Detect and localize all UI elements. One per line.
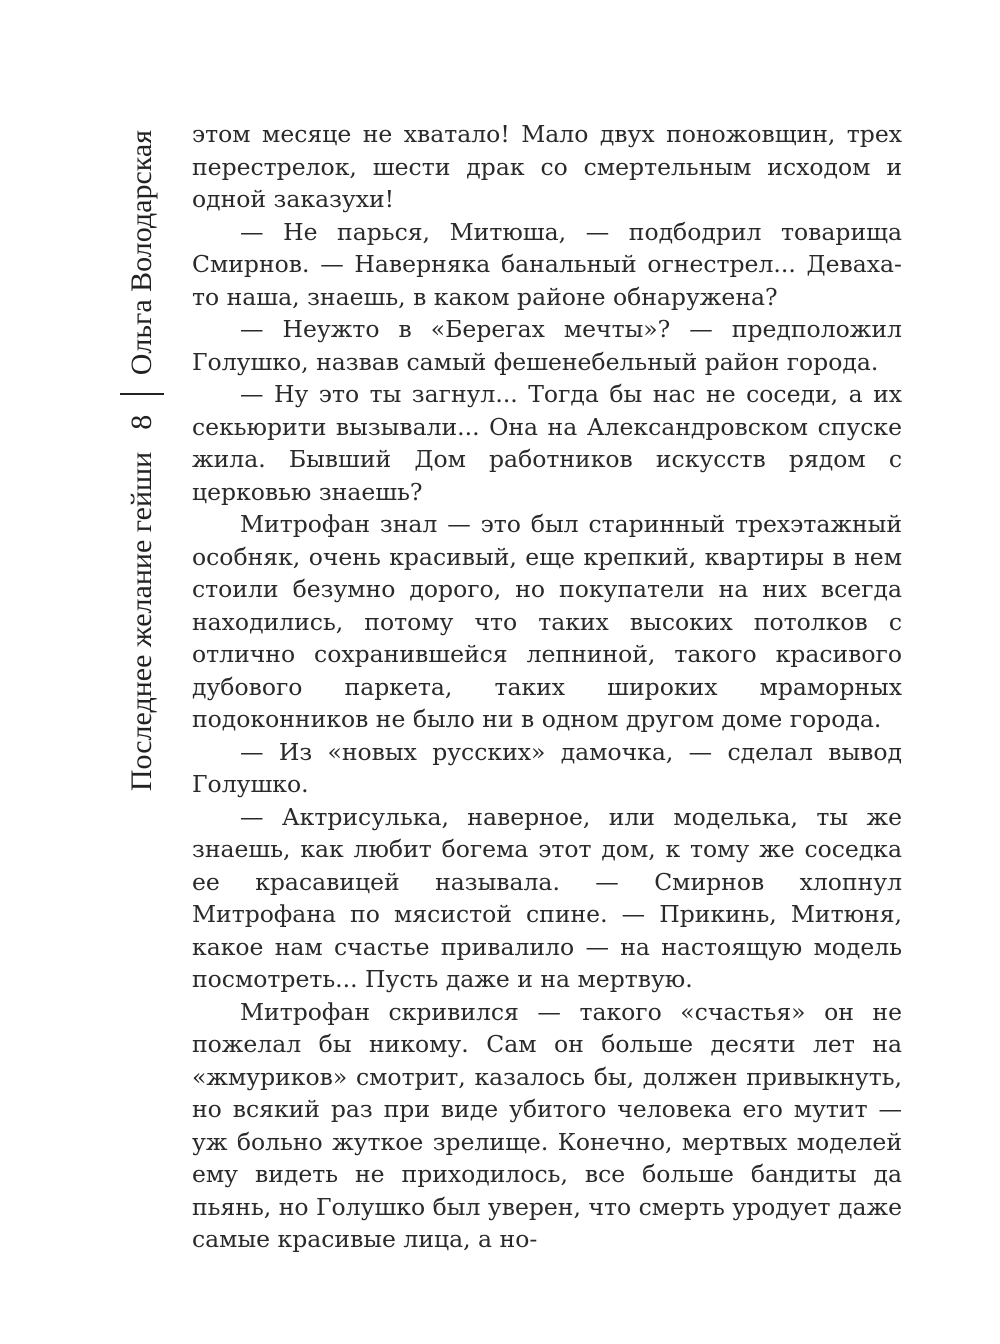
running-head [120, 130, 164, 1250]
paragraph: — Из «новых русских» дамочка, — сделал вывод Голушко. [192, 737, 902, 798]
page-number: 8 [125, 414, 158, 430]
book-title: Последнее желание гейши [125, 451, 158, 792]
paragraph: — Не парься, Митюша, — подбодрил товарища Смирнов. — Наверняка банальный огнестрел... Деваха-то наша, знаешь, в каком районе обнаружена? [192, 217, 902, 311]
body-text [192, 118, 902, 1256]
paragraph: этом месяце не хватало! Мало двух поножовщин, трех перестрелок, шести драк со смертельным исходом и одной заказухи! [192, 120, 902, 213]
paragraph: Митрофан скривился — такого «счастья» он не пожелал бы никому. Сам он больше десяти лет на «жмуриков» смотрит, казалось бы, должен привыкнуть, но всякий раз при виде убитого человека его мутит — уж больно жуткое зрелище. Конечно, мертвых моделей ему видеть не приходилось, все больше бандиты да пьянь, но Голушко был уверен, что смерть уродует даже самые красивые лица, а но- [192, 997, 902, 1253]
author-name: Ольга Володарская [125, 130, 158, 376]
paragraph: Митрофан знал — это был старинный трехэтажный особняк, очень красивый, еще крепкий, квартиры в нем стоили безумно дорого, но покупатели на них всегда находились, потому что таких высоких потолков с отлично сохранившейся лепниной, такого красивого дубового паркета, таких широких мраморных подоконников не было ни в одном другом доме города. [192, 510, 902, 733]
paragraph: — Ну это ты загнул... Тогда бы нас не соседи, а их секьюрити вызывали... Она на Александровском спуске жила. Бывший Дом работников искусств рядом с церковью знаешь? [192, 380, 902, 506]
paragraph: — Неужто в «Берегах мечты»? — предположил Голушко, назвав самый фешенебельный район города. [192, 315, 902, 376]
paragraph: — Актрисулька, наверное, или моделька, ты же знаешь, как любит богема этот дом, к тому же соседка ее красавицей называла. — Смирнов хлопнул Митрофана по мясистой спине. — Прикинь, Митюня, какое нам счастье привалило — на настоящую модель посмотреть... Пусть даже и на мертвую. [192, 802, 902, 993]
running-head-divider [120, 393, 164, 395]
